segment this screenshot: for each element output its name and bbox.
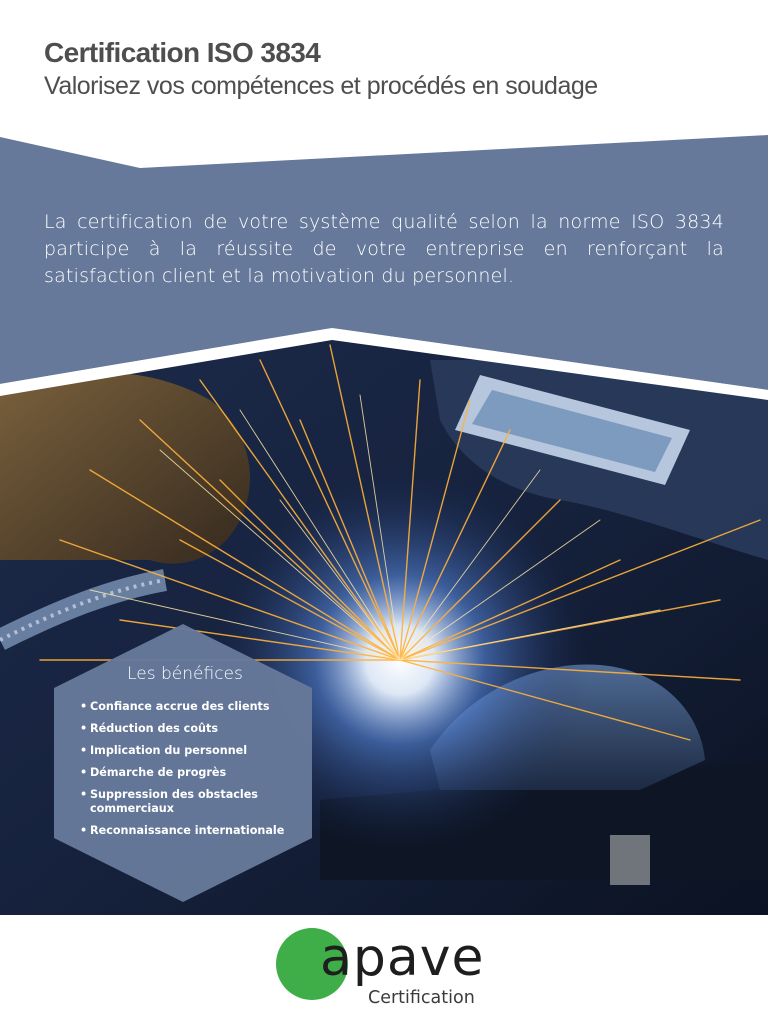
- logo-wordmark: apave: [320, 928, 485, 988]
- benefits-title: Les bénéfices: [127, 664, 243, 684]
- list-item: • Implication du personnel: [80, 744, 248, 757]
- page-subtitle: Valorisez vos compétences et procédés en soudage: [44, 72, 598, 100]
- list-item: • Reconnaissance internationale: [80, 824, 285, 837]
- logo-subtitle: Certification: [368, 988, 475, 1008]
- apave-logo: [276, 926, 506, 1016]
- list-item: • Démarche de progrès: [80, 766, 227, 779]
- list-item: • Suppression des obstacles commerciaux: [80, 788, 258, 815]
- page-title: Certification ISO 3834: [44, 37, 321, 68]
- list-item: • Réduction des coûts: [80, 722, 218, 735]
- benefits-list: [80, 700, 295, 846]
- intro-text: La certification de votre système qualité selon la norme ISO 3834 participe à la réussite de votre entreprise en renforçant la satisfaction client et la motivation du personnel.: [44, 211, 724, 287]
- list-item: • Confiance accrue des clients: [80, 700, 270, 713]
